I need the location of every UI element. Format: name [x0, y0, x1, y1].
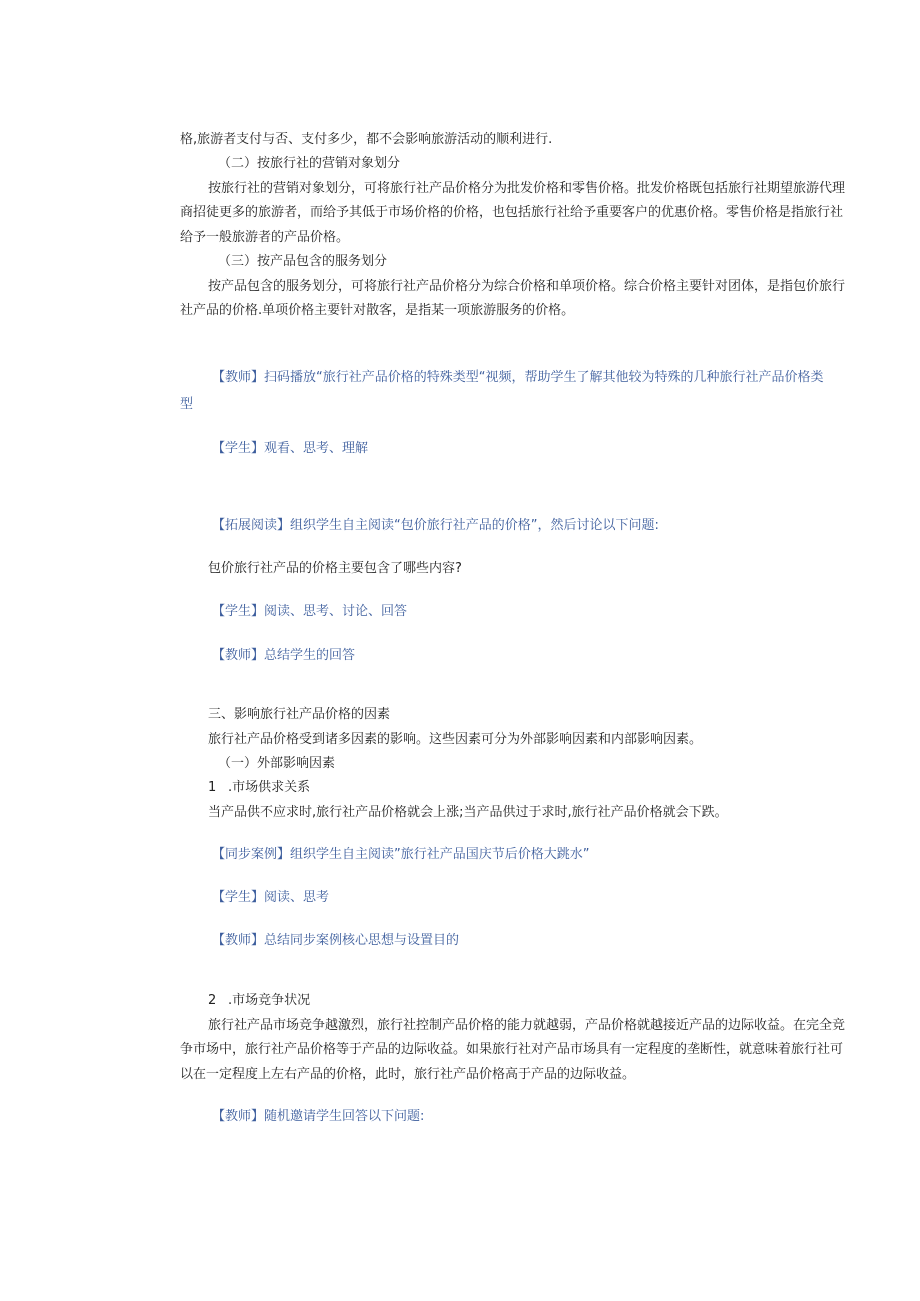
student-note: 【学生】阅读、思考: [212, 890, 330, 905]
section-heading: （三）按产品包含的服务划分: [218, 254, 388, 269]
body-text-line: 商招徒更多的旅游者，而给予其低于市场价格的价格，也包括旅行社给予重要客户的优惠价格。零售价格是指旅行社: [180, 205, 844, 220]
teacher-note: 型: [180, 397, 194, 412]
body-text-line: 旅行社产品市场竞争越激烈，旅行社控制产品价格的能力就越弱，产品价格就越接近产品的边际收益。在完全竞: [208, 1018, 846, 1033]
teacher-note: 【教师】扫码播放“旅行社产品价格的特殊类型“视频，帮助学生了解其他较为特殊的几种旅行社产品价格类: [212, 370, 824, 385]
body-text-line: 按产品包含的服务划分，可将旅行社产品价格分为综合价格和单项价格。综合价格主要针对团体，是指包价旅行: [208, 279, 846, 294]
subsection-heading: （一）外部影响因素: [218, 756, 336, 771]
section-heading: （二）按旅行社的营销对象划分: [218, 156, 401, 171]
body-text-line: 旅行社产品价格受到诸多因素的影响。这些因素可分为外部影响因素和内部影响因素。: [208, 732, 703, 747]
student-note: 【学生】阅读、思考、讨论、回答: [212, 604, 408, 619]
body-text-line: 当产品供不应求时,旅行社产品价格就会上涨;当产品供过于求时,旅行社产品价格就会下跌。: [208, 805, 728, 820]
teacher-note: 【教师】总结同步案例核心思想与设置目的: [212, 933, 460, 948]
body-text-line: 按旅行社的营销对象划分，可将旅行社产品价格分为批发价格和零售价格。批发价格既包括旅行社期望旅游代理: [208, 181, 846, 196]
discussion-question: 包价旅行社产品的价格主要包含了哪些内容?: [208, 561, 462, 576]
list-item-title: .市场竞争状况: [228, 993, 311, 1008]
body-text-line: 社产品的价格.单项价格主要针对散客，是指某一项旅游服务的价格。: [180, 303, 575, 318]
list-item-number: 1: [208, 780, 217, 795]
body-text-line: 争市场中，旅行社产品价格等于产品的边际收益。如果旅行社对产品市场具有一定程度的垄断性，就意味着旅行社可: [180, 1042, 844, 1057]
student-note: 【学生】观看、思考、理解: [212, 441, 369, 456]
list-item-title: .市场供求关系: [228, 780, 311, 795]
list-item-number: 2: [208, 993, 217, 1008]
body-text-line: 以在一定程度上左右产品的价格，此时，旅行社产品价格高于产品的边际收益。: [180, 1067, 636, 1082]
teacher-note: 【教师】随机邀请学生回答以下问题:: [212, 1109, 425, 1124]
body-text-line: 格,旅游者支付与否、支付多少，都不会影响旅游活动的顺利进行.: [180, 132, 553, 147]
teacher-note: 【教师】总结学生的回答: [212, 648, 356, 663]
case-study-note: 【同步案例】组织学生自主阅读”旅行社产品国庆节后价格大跳水”: [212, 847, 590, 862]
list-item-heading: [208, 776, 310, 800]
list-item-heading: [208, 989, 310, 1013]
extended-reading-note: 【拓展阅读】组织学生自主阅读“包价旅行社产品的价格”，然后讨论以下问题:: [212, 518, 659, 533]
body-text-line: 给予一般旅游者的产品价格。: [180, 230, 350, 245]
section-heading: 三、影响旅行社产品价格的因素: [208, 707, 391, 722]
